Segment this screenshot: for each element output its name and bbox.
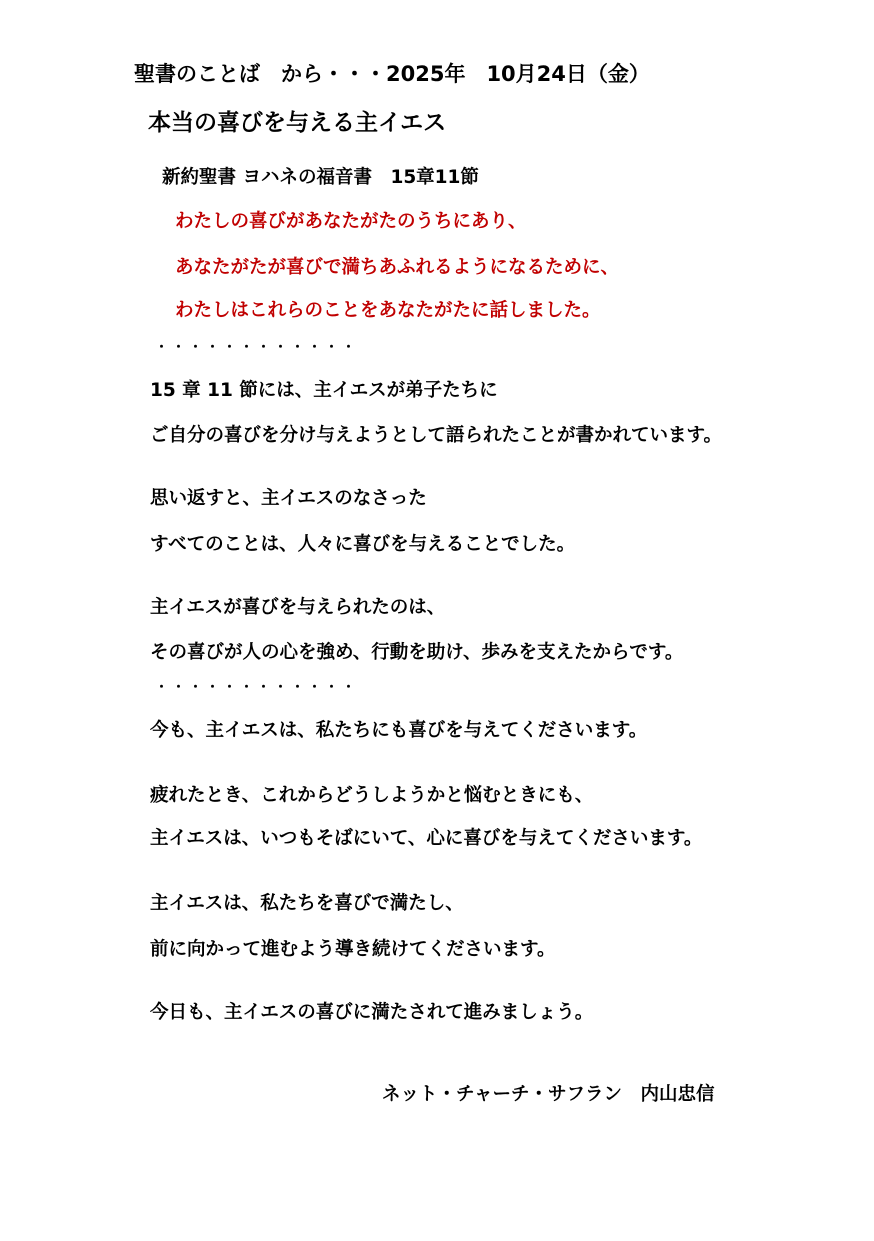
body-line-7: 今も、主イエスは、私たちにも喜びを与えてくださいます。 xyxy=(150,720,648,741)
verse-line-3: わたしはこれらのことをあなたがたに話しました。 xyxy=(175,300,601,321)
signature: ネット・チャーチ・サフラン 内山忠信 xyxy=(382,1084,715,1105)
separator-dots: ・・・・・・・・・・・・ xyxy=(155,340,360,355)
header-date-line: 聖書のことば から・・・2025年 10月24日（金） xyxy=(134,62,650,86)
body-line-10: 主イエスは、私たちを喜びで満たし、 xyxy=(150,893,464,914)
body-line-3: 思い返すと、主イエスのなさった xyxy=(150,488,427,509)
verse-line-2: あなたがたが喜びで満ちあふれるようになるために、 xyxy=(175,257,620,278)
scripture-reference: 新約聖書 ヨハネの福音書 15章11節 xyxy=(162,167,479,188)
body-line-12: 今日も、主イエスの喜びに満たされて進みましょう。 xyxy=(150,1002,594,1023)
body-line-4: すべてのことは、人々に喜びを与えることでした。 xyxy=(150,534,576,555)
verse-line-1: わたしの喜びがあなたがたのうちにあり、 xyxy=(175,211,527,232)
page-title: 本当の喜びを与える主イエス xyxy=(148,110,447,136)
body-line-1: 15 章 11 節には、主イエスが弟子たちに xyxy=(150,380,498,401)
separator-dots: ・・・・・・・・・・・・ xyxy=(155,680,360,695)
body-line-2: ご自分の喜びを分け与えようとして語られたことが書かれています。 xyxy=(150,425,723,446)
body-line-5: 主イエスが喜びを与えられたのは、 xyxy=(150,597,446,618)
body-line-6: その喜びが人の心を強め、行動を助け、歩みを支えたからです。 xyxy=(150,642,684,663)
body-line-8: 疲れたとき、これからどうしようかと悩むときにも、 xyxy=(150,785,594,806)
body-line-9: 主イエスは、いつもそばにいて、心に喜びを与えてくださいます。 xyxy=(150,828,703,849)
body-line-11: 前に向かって進むよう導き続けてくださいます。 xyxy=(150,939,556,960)
